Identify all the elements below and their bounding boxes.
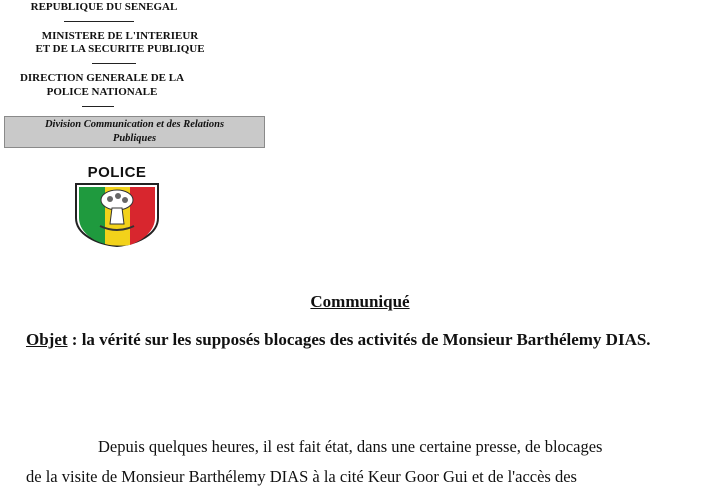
object-label: Objet — [26, 330, 68, 349]
document-object — [26, 328, 692, 351]
body-paragraph — [26, 432, 692, 492]
division-line-1: Division Communication et des Relations — [44, 119, 225, 130]
direction-line-2: POLICE NATIONALE — [46, 86, 158, 98]
police-shield-icon — [72, 182, 162, 248]
object-text: : la vérité sur les supposés blocages des activités de Monsieur Barthélemy DIAS. — [71, 330, 651, 349]
police-logo-text: POLICE — [87, 164, 147, 181]
ministry-line-1: MINISTERE DE L'INTERIEUR — [41, 30, 199, 42]
direction-line-1: DIRECTION GENERALE DE LA — [19, 72, 185, 84]
republic-name: REPUBLIQUE DU SENEGAL — [30, 1, 178, 13]
division-line-2: Publiques — [112, 133, 157, 144]
police-logo — [72, 164, 162, 248]
separator-1 — [64, 21, 134, 22]
paragraph-line-2: de la visite de Monsieur Barthélemy DIAS à la cité Keur Goor Gui et de l'accès des — [26, 467, 577, 486]
separator-3 — [82, 106, 114, 107]
ministry-line-2: ET DE LA SECURITE PUBLIQUE — [35, 43, 205, 55]
separator-2 — [92, 63, 136, 64]
document-title: Communiqué — [310, 292, 410, 311]
division-box — [4, 116, 265, 148]
paragraph-line-1: Depuis quelques heures, il est fait état, dans une certaine presse, de blocages — [98, 437, 603, 456]
